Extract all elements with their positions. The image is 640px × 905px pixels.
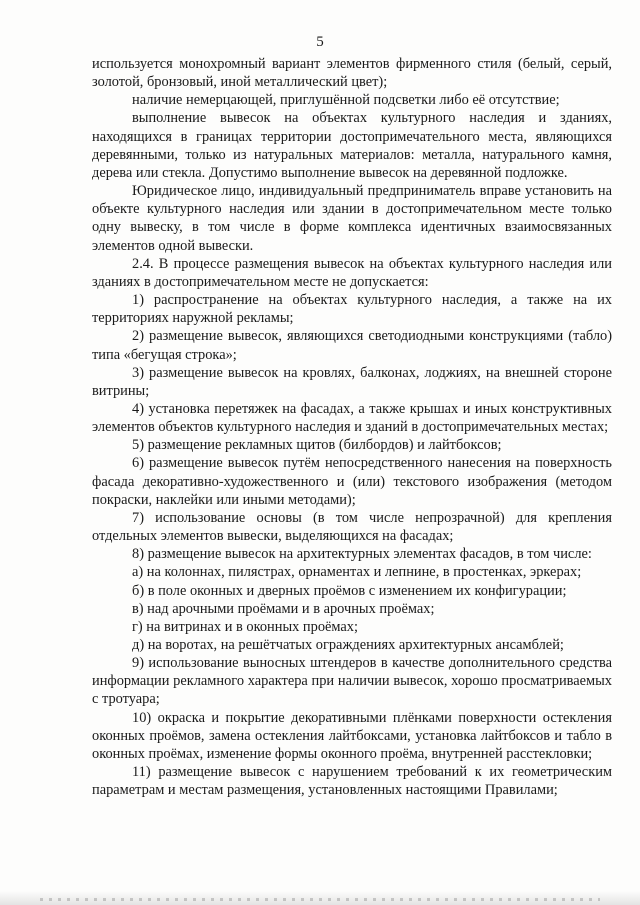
page-number: 5	[316, 34, 324, 50]
list-item: 8) размещение вывесок на архитектурных элементах фасадов, в том числе:	[132, 546, 592, 563]
sub-list-item: б) в поле оконных и дверных проёмов с изменением их конфигурации;	[132, 582, 567, 599]
list-item: 9) использование выносных штендеров в качестве дополнительного средства информации рекламного характера при наличии вывесок, хорошо просматриваемых с тротуара;	[92, 655, 612, 708]
list-item: 10) окраска и покрытие декоративными плёнками поверхности остекления оконных проёмов, замена остекления лайтбоксами, установка лайтбоксов и табло в оконных проёмах, изменение формы оконного проёма, внутренней расстекловки;	[92, 709, 612, 762]
sub-list-item: а) на колоннах, пилястрах, орнаментах и лепнине, в простенках, эркерах;	[132, 564, 582, 581]
list-item: 4) установка перетяжек на фасадах, а также крышах и иных конструктивных элементов объектов культурного наследия и зданий в достопримечательных местах;	[92, 400, 612, 436]
paragraph: выполнение вывесок на объектах культурного наследия и зданиях, находящихся в границах территории достопримечательного места, являющихся деревянными, только из натуральных материалов: металла, натурального камня, дерева или стекла. Допустимо выполнение вывесок на деревянной подложке.	[92, 110, 612, 181]
paragraph: Юридическое лицо, индивидуальный предприниматель вправе установить на объекте культурного наследия или здании в достопримечательном месте только одну вывеску, в том числе в форме комплекса идентичных взаимосвязанных элементов одной вывески.	[92, 183, 612, 254]
sub-list-item: в) над арочными проёмами и в арочных проёмах;	[132, 600, 435, 617]
list-item: 5) размещение рекламных щитов (билбордов) и лайтбоксов;	[132, 437, 502, 454]
paragraph: наличие немерцающей, приглушённой подсветки либо её отсутствие;	[132, 92, 560, 109]
paragraph: используется монохромный вариант элементов фирменного стиля (белый, серый, золотой, бронзовый, иной металлический цвет);	[92, 56, 612, 91]
paragraph: 2.4. В процессе размещения вывесок на объектах культурного наследия или зданиях в достопримечательном месте не допускается:	[92, 255, 612, 290]
list-item: 3) размещение вывесок на кровлях, балконах, лоджиях, на внешней стороне витрины;	[92, 364, 612, 399]
sub-list-item: г) на витринах и в оконных проёмах;	[132, 618, 358, 635]
list-item: 2) размещение вывесок, являющихся светодиодными конструкциями (табло) типа «бегущая строка»;	[92, 328, 612, 363]
list-item: 7) использование основы (в том числе непрозрачной) для крепления отдельных элементов вывески, выделяющихся на фасадах;	[92, 509, 612, 545]
list-item: 11) размещение вывесок с нарушением требований к их геометрическим параметрам и местам размещения, установленных настоящими Правилами;	[92, 764, 612, 799]
scan-noise	[40, 898, 600, 901]
list-item: 6) размещение вывесок путём непосредственного нанесения на поверхность фасада декоративно-художественного и (или) текстового изображения (методом покраски, наклейки или иными методами);	[92, 455, 612, 508]
list-item: 1) распространение на объектах культурного наследия, а также на их территориях наружной рекламы;	[92, 292, 612, 327]
sub-list-item: д) на воротах, на решётчатых ограждениях архитектурных ансамблей;	[132, 637, 564, 653]
document-body	[92, 55, 612, 799]
